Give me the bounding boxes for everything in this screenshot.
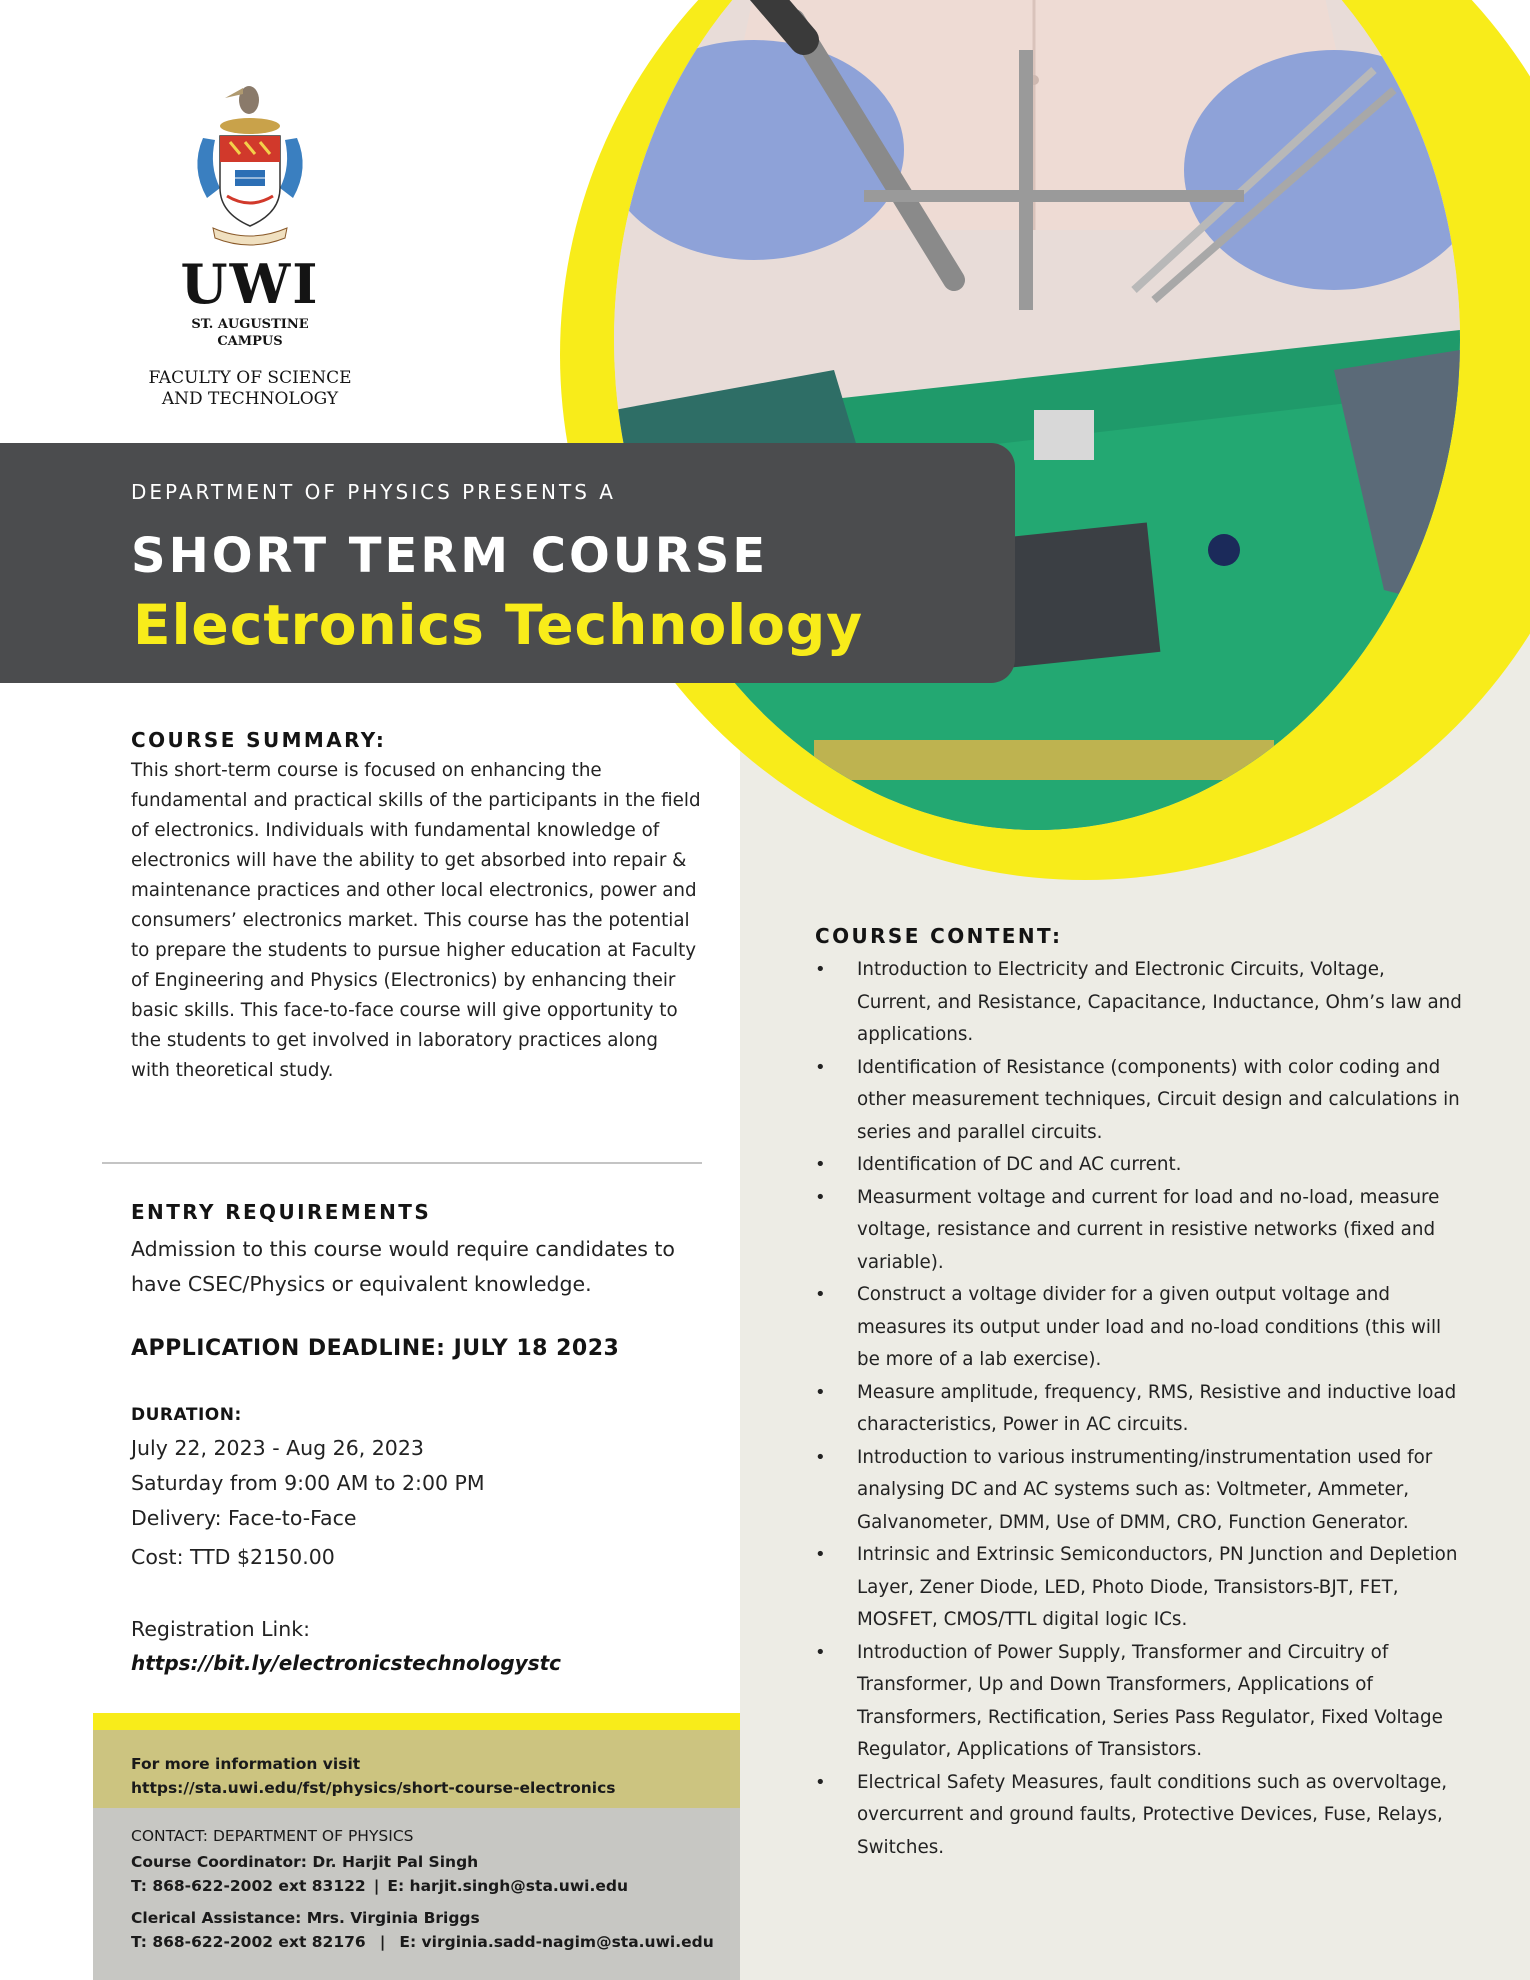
bullet: • <box>815 1771 826 1793</box>
list-item <box>815 1637 1465 1767</box>
delivery-mode: Delivery: Face-to-Face <box>131 1506 357 1530</box>
list-item-text: Measure amplitude, frequency, RMS, Resistive and inductive load characteristics, Power in AC circuits. <box>857 1381 1457 1435</box>
duration-label: DURATION: <box>131 1405 242 1425</box>
duration-schedule: Saturday from 9:00 AM to 2:00 PM <box>131 1471 485 1495</box>
bullet: • <box>815 1056 826 1078</box>
registration-label: Registration Link: <box>131 1617 311 1641</box>
entry-body: Admission to this course would require candidates to have CSEC/Physics or equivalent knowledge. <box>131 1237 675 1296</box>
contact-heading: CONTACT: DEPARTMENT OF PHYSICS <box>131 1827 414 1845</box>
bullet: • <box>815 1446 826 1468</box>
bullet: • <box>815 1284 826 1305</box>
presenter-line: DEPARTMENT OF PHYSICS PRESENTS A <box>131 480 616 504</box>
list-item <box>815 1539 1465 1637</box>
footer-yellow-strip <box>93 1713 740 1730</box>
clerical-contact <box>131 1930 714 1954</box>
bullet: • <box>815 1544 826 1565</box>
summary-body: This short-term course is focused on enhancing the fundamental and practical skills of the participants in the field of electronics. Individuals with fundamental knowledge of electronics will have the ability to get absorbed into repair & maintenance practices and other local electronics, power and consumers’ electronics market. This course has the potential to prepare the students to pursue higher education at Faculty of Engineering and Physics (Electronics) by enhancing their basic skills. This face-to-face course will give opportunity to the students to get involved in laboratory practices along with theoretical study. <box>131 760 701 1081</box>
entry-requirements <box>131 1200 701 1302</box>
registration-link[interactable]: https://bit.ly/electronicstechnologystc <box>131 1651 562 1675</box>
duration-section <box>131 1405 701 1575</box>
list-item <box>815 1182 1465 1280</box>
bullet: • <box>815 1381 826 1403</box>
uwi-logo <box>140 78 360 410</box>
course-cost: Cost: TTD $2150.00 <box>131 1545 335 1569</box>
list-item <box>815 1442 1465 1540</box>
summary-heading: COURSE SUMMARY: <box>131 728 387 752</box>
more-info-url[interactable]: https://sta.uwi.edu/fst/physics/short-course-electronics <box>131 1779 616 1797</box>
coordinator-contact <box>131 1874 714 1898</box>
list-item <box>815 1279 1465 1377</box>
bullet: • <box>815 1154 826 1175</box>
list-item <box>815 954 1465 1052</box>
course-content <box>815 924 1465 1864</box>
clerical-name: Clerical Assistance: Mrs. Virginia Briggs <box>131 1909 480 1927</box>
course-name-title: Electronics Technology <box>133 593 864 657</box>
section-divider <box>102 1162 702 1164</box>
campus-line-1: ST. AUGUSTINE <box>191 317 309 332</box>
list-item <box>815 1377 1465 1442</box>
bullet: • <box>815 1186 826 1208</box>
more-info-label: For more information visit <box>131 1755 361 1773</box>
coordinator-phone: T: 868-622-2002 ext 83122 <box>131 1877 366 1895</box>
coordinator-email[interactable]: E: harjit.singh@sta.uwi.edu <box>387 1877 628 1895</box>
coordinator-name: Course Coordinator: Dr. Harjit Pal Singh <box>131 1853 479 1871</box>
clerical-email[interactable]: E: virginia.sadd-nagim@sta.uwi.edu <box>399 1933 714 1951</box>
separator: | <box>379 1933 386 1951</box>
registration-section <box>131 1612 701 1680</box>
faculty-line-2: AND TECHNOLOGY <box>161 389 339 409</box>
course-summary <box>131 728 701 1086</box>
list-item-text: Identification of DC and AC current. <box>857 1154 1182 1175</box>
list-item-text: Introduction to Electricity and Electronic Circuits, Voltage, Current, and Resistance, Capacitance, Inductance, Ohm’s law and applications. <box>857 959 1462 1045</box>
list-item-text: Electrical Safety Measures, fault conditions such as overvoltage, overcurrent and ground faults, Protective Devices, Fuse, Relays, Switches. <box>857 1771 1448 1858</box>
contact-details <box>131 1824 714 1954</box>
entry-heading: ENTRY REQUIREMENTS <box>131 1200 432 1224</box>
list-item-text: Identification of Resistance (components) with color coding and other measurement techniques, Circuit design and calculations in series and parallel circuits. <box>857 1056 1460 1143</box>
list-item-text: Introduction to various instrumenting/instrumentation used for analysing DC and AC systems such as: Voltmeter, Ammeter, Galvanometer, DMM, Use of DMM, CRO, Function Generator. <box>857 1446 1433 1533</box>
clerical-phone: T: 868-622-2002 ext 82176 <box>131 1933 366 1951</box>
duration-dates: July 22, 2023 - Aug 26, 2023 <box>131 1436 424 1460</box>
bullet: • <box>815 959 826 980</box>
application-deadline: APPLICATION DEADLINE: JULY 18 2023 <box>131 1336 620 1361</box>
list-item-text: Intrinsic and Extrinsic Semiconductors, PN Junction and Depletion Layer, Zener Diode, LED, Photo Diode, Transistors-BJT, FET, MOSFET, CMOS/TTL digital logic ICs. <box>857 1544 1458 1630</box>
title-banner <box>0 443 1015 683</box>
bullet: • <box>815 1641 826 1663</box>
uwi-wordmark: UWI <box>180 252 320 316</box>
list-item <box>815 1052 1465 1150</box>
list-item-text: Measurment voltage and current for load and no-load, measure voltage, resistance and current in resistive networks (fixed and variable). <box>857 1186 1440 1273</box>
content-list <box>815 954 1465 1864</box>
faculty-line-1: FACULTY OF SCIENCE <box>148 368 352 388</box>
more-info <box>131 1752 616 1800</box>
content-heading: COURSE CONTENT: <box>815 924 1063 948</box>
list-item-text: Construct a voltage divider for a given output voltage and measures its output under load and no-load conditions (this will be more of a lab exercise). <box>857 1284 1442 1370</box>
list-item-text: Introduction of Power Supply, Transformer and Circuitry of Transformer, Up and Down Transformers, Applications of Transformers, Rectification, Series Pass Regulator, Fixed Voltage Regulator, Applications of Transistors. <box>857 1641 1443 1760</box>
list-item <box>815 1767 1465 1865</box>
list-item <box>815 1149 1465 1182</box>
campus-line-2: CAMPUS <box>217 334 283 349</box>
course-type-title: SHORT TERM COURSE <box>131 528 769 584</box>
uwi-crest-icon <box>185 78 315 248</box>
separator: | <box>373 1877 380 1895</box>
